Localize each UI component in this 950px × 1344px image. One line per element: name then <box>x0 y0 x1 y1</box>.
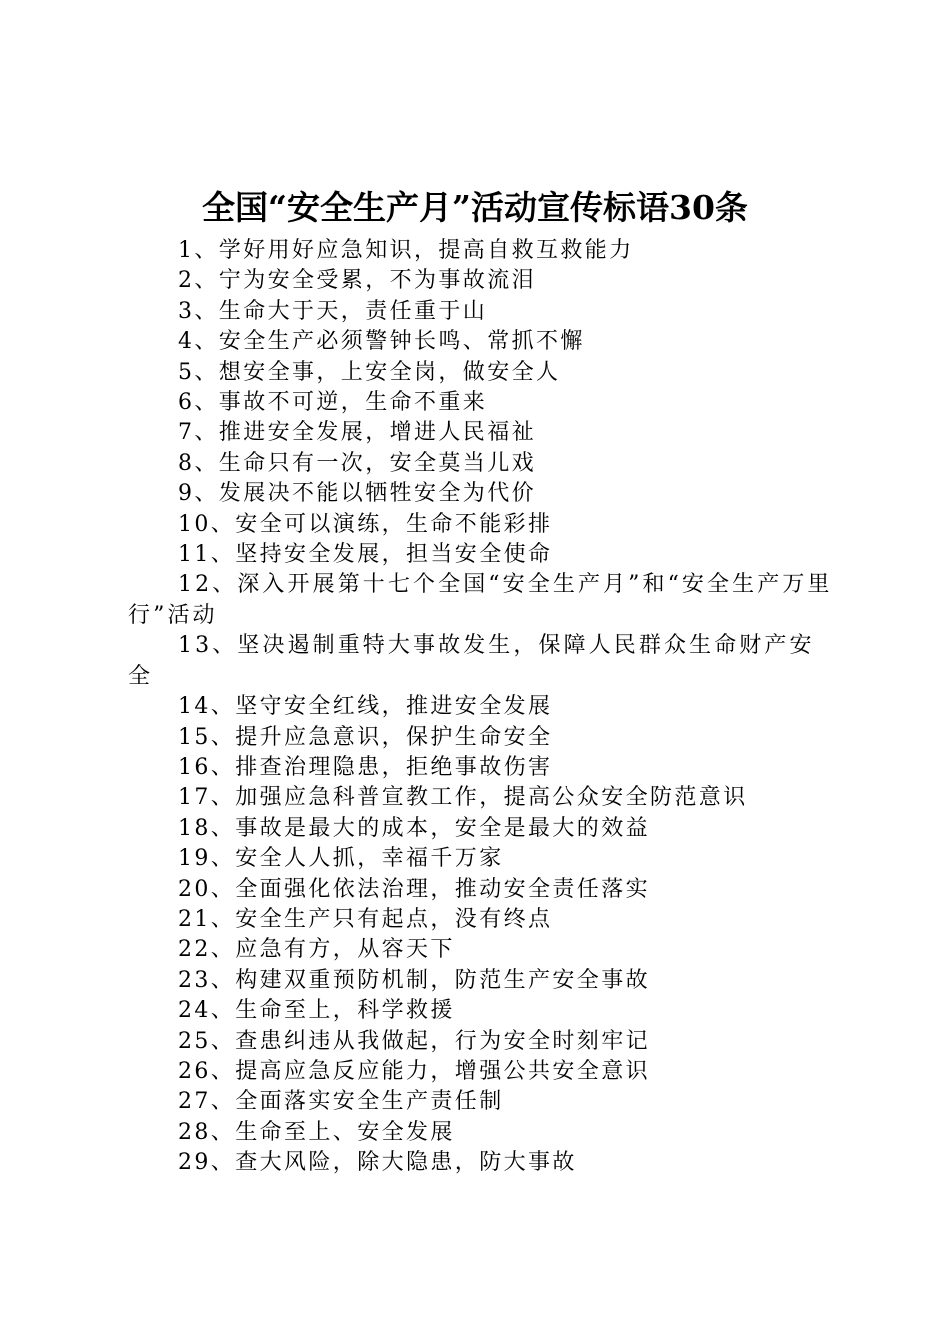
document-title: 全国“安全生产月”活动宣传标语30条 <box>202 188 748 227</box>
slogan-item: 21、安全生产只有起点，没有终点 <box>178 906 553 932</box>
slogan-item: 12、深入开展第十七个全国“安全生产月”和“安全生产万里行”活动 <box>128 572 833 628</box>
slogan-item: 20、全面强化依法治理，推动安全责任落实 <box>178 876 650 902</box>
slogan-item: 18、事故是最大的成本，安全是最大的效益 <box>178 815 650 841</box>
slogan-item: 9、发展决不能以牺牲安全为代价 <box>178 481 536 507</box>
slogan-item: 24、生命至上，科学救援 <box>178 998 455 1024</box>
slogan-item: 16、排查治理隐患，拒绝事故伤害 <box>178 754 553 780</box>
slogan-item: 13、坚决遏制重特大事故发生，保障人民群众生命财产安全 <box>128 633 815 689</box>
slogan-item: 27、全面落实安全生产责任制 <box>178 1089 504 1115</box>
slogan-item: 10、安全可以演练，生命不能彩排 <box>178 511 553 537</box>
slogan-item: 5、想安全事，上安全岗，做安全人 <box>178 359 561 385</box>
slogan-item: 22、应急有方，从容天下 <box>178 937 455 963</box>
slogan-item: 1、学好用好应急知识，提高自救互救能力 <box>178 238 634 263</box>
slogan-item: 23、构建双重预防机制，防范生产安全事故 <box>178 967 650 993</box>
slogan-item: 7、推进安全发展，增进人民福祉 <box>178 420 536 446</box>
slogan-item: 29、查大风险，除大隐患，防大事故 <box>178 1150 577 1176</box>
slogan-item: 6、事故不可逆，生命不重来 <box>178 390 488 416</box>
slogan-item: 17、加强应急科普宣教工作，提高公众安全防范意识 <box>178 785 748 811</box>
slogan-list <box>128 236 838 1179</box>
slogan-item: 3、生命大于天，责任重于山 <box>178 298 488 324</box>
slogan-item: 25、查患纠违从我做起，行为安全时刻牢记 <box>178 1028 650 1054</box>
slogan-item: 8、生命只有一次，安全莫当儿戏 <box>178 450 536 476</box>
slogan-item: 14、坚守安全红线，推进安全发展 <box>178 694 553 720</box>
slogan-item: 4、安全生产必须警钟长鸣、常抓不懈 <box>178 329 585 355</box>
slogan-item: 11、坚持安全发展，担当安全使命 <box>178 542 553 568</box>
slogan-item: 19、安全人人抓，幸福千万家 <box>178 846 504 872</box>
slogan-item: 28、生命至上、安全发展 <box>178 1119 455 1145</box>
slogan-item: 2、宁为安全受累，不为事故流泪 <box>178 268 536 294</box>
slogan-item: 15、提升应急意识，保护生命安全 <box>178 724 553 750</box>
slogan-item: 26、提高应急反应能力，增强公共安全意识 <box>178 1058 650 1084</box>
